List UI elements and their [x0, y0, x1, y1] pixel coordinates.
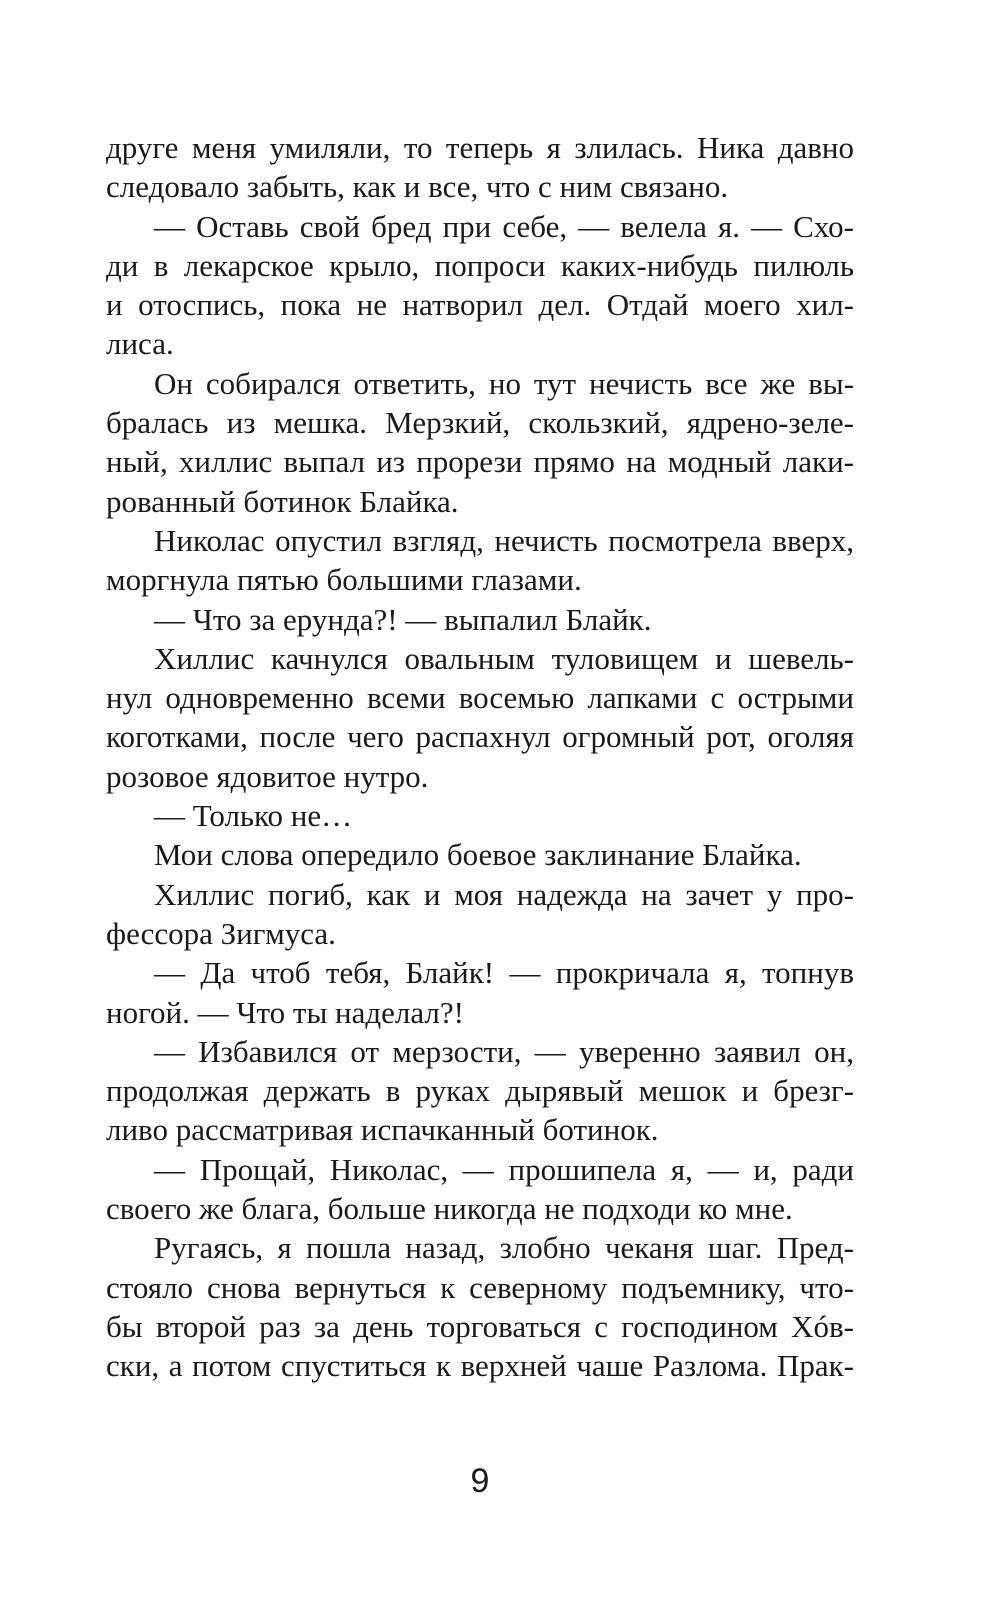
text-line: Он собирался ответить, но тут нечисть все же вы- [154, 365, 854, 401]
text-line: ди в лекарское крыло, попроси каких-нибудь пилюль [106, 247, 854, 283]
text-line: друге меня умиляли, то теперь я злилась. Ника давно [106, 130, 854, 165]
text-line: коготками, после чего распахнул огромный рот, оголяя [106, 719, 854, 755]
page-number: 9 [470, 1462, 490, 1500]
text-line: и отоспись, пока не натворил дел. Отдай моего хил- [106, 287, 854, 323]
text-line: — Что за ерунда?! — выпалил Блайк. [154, 601, 652, 637]
text-line: моргнула пятью большими глазами. [106, 562, 582, 598]
text-line: Николас опустил взгляд, нечисть посмотрела вверх, [154, 522, 854, 558]
text-line: Ругаясь, я пошла назад, злобно чеканя шаг. Пред- [154, 1230, 854, 1266]
text-line: нул одновременно всеми восемью лапками с острыми [106, 680, 854, 716]
text-line: фессора Зигмуса. [106, 915, 336, 951]
text-line: бралась из мешка. Мерзкий, скользкий, ядрено-зеле- [106, 405, 854, 441]
text-line: Мои слова опередило боевое заклинание Блайка. [154, 837, 802, 873]
text-line: своего же блага, больше никогда не подходи ко мне. [106, 1191, 793, 1227]
text-line: — Прощай, Николас, — прошипела я, — и, ради [154, 1151, 854, 1187]
text-line: рованный ботинок Блайка. [106, 483, 459, 519]
text-line: ски, а потом спуститься к верхней чаше Разлома. Прак- [106, 1348, 854, 1384]
text-line: — Оставь свой бред при себе, — велела я. — Схо- [154, 208, 854, 244]
book-page-text [106, 128, 854, 1386]
text-line: — Да чтоб тебя, Блайк! — прокричала я, топнув [154, 955, 854, 991]
text-line: ный, хиллис выпал из прорези прямо на модный лаки- [106, 444, 854, 480]
text-line: бы второй раз за день торговаться с господином Хóв- [106, 1308, 854, 1344]
text-line: лиса. [106, 326, 174, 362]
text-line: Хиллис погиб, как и моя надежда на зачет у про- [154, 876, 854, 912]
text-line: — Избавился от мерзости, — уверенно заявил он, [154, 1033, 854, 1069]
text-line: следовало забыть, как и все, что с ним связано. [106, 169, 729, 205]
text-line: — Только не… [154, 798, 353, 834]
text-line: стояло снова вернуться к северному подъемнику, что- [106, 1269, 854, 1305]
text-line: ногой. — Что ты наделал?! [106, 994, 464, 1030]
text-line: Хиллис качнулся овальным туловищем и шевель- [154, 640, 854, 676]
text-line: продолжая держать в руках дырявый мешок и брезг- [106, 1073, 854, 1109]
text-line: ливо рассматривая испачканный ботинок. [106, 1112, 659, 1148]
text-line: розовое ядовитое нутро. [106, 758, 429, 794]
